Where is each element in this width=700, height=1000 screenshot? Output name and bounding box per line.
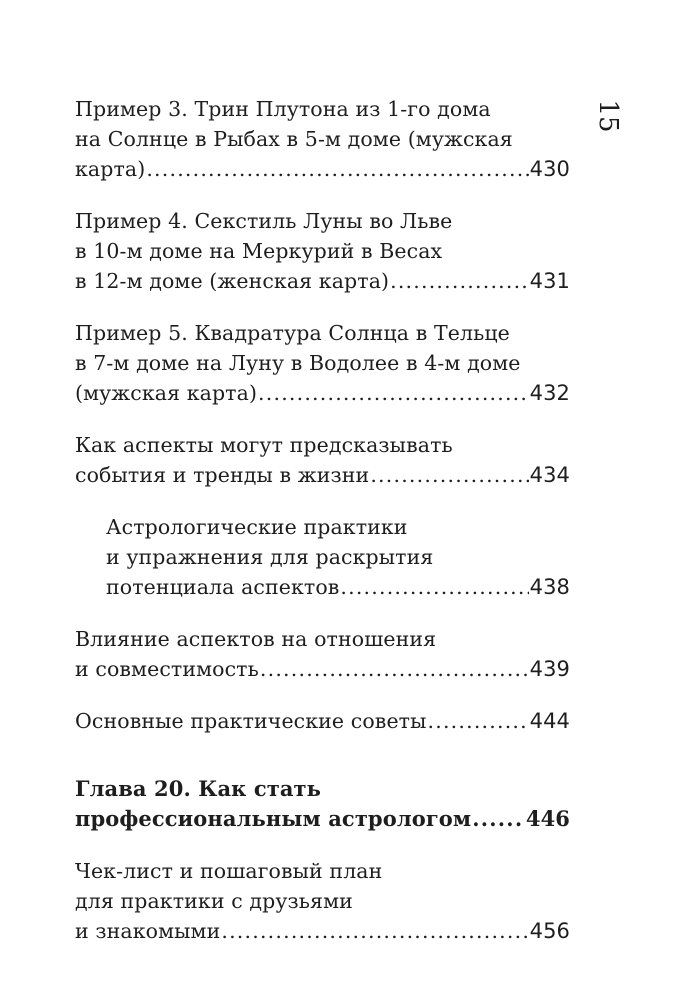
toc-entry-title-line: Пример 5. Квадратура Солнца в Тельце [75,321,510,345]
toc-entry-title-line: (мужская карта) [75,381,258,405]
toc-entry-title-line: события и тренды в жизни [75,463,370,487]
toc-page-number: 456 [529,919,570,943]
dot-leader [370,460,528,490]
dot-leader [472,804,525,834]
toc-page-number: 439 [529,657,570,681]
toc-page-number: 432 [529,381,570,405]
dot-leader [146,154,528,184]
toc-entry-title-line: Пример 3. Трин Плутона из 1-го дома [75,97,491,121]
toc-chapter-title-line: профессиональным астрологом [75,806,472,831]
toc-entry[interactable] [75,706,570,736]
dot-leader [340,572,528,602]
toc-subentry[interactable] [75,512,570,602]
toc-entry-title-line: и упражнения для раскрытия [106,545,434,569]
dot-leader [428,706,529,736]
table-of-contents [75,94,570,968]
dot-leader [221,916,528,946]
dot-leader [390,266,528,296]
page-number: 15 [593,99,623,133]
toc-entry-title-line: потенциала аспектов [106,575,340,599]
toc-entry-title-line: Влияние аспектов на отношения [75,627,437,651]
toc-page-number: 430 [529,157,570,181]
toc-entry[interactable] [75,856,570,946]
toc-page-number: 431 [529,269,570,293]
toc-entry[interactable] [75,624,570,684]
toc-page-number: 438 [529,575,570,599]
toc-chapter-entry[interactable] [75,774,570,834]
toc-page-number: 444 [529,709,570,733]
toc-entry-title-line: Чек-лист и пошаговый план [75,859,383,883]
toc-entry-title-line: в 7-м доме на Луну в Водолее в 4-м доме [75,351,521,375]
toc-entry-title-line: Основные практические советы [75,709,427,733]
toc-entry[interactable] [75,318,570,408]
dot-leader [260,654,529,684]
toc-page-number: 434 [529,463,570,487]
toc-entry-title-line: в 12-м доме (женская карта) [75,269,390,293]
toc-entry[interactable] [75,94,570,184]
toc-page-number: 446 [525,806,570,831]
toc-entry-title-line: на Солнце в Рыбах в 5-м доме (мужская [75,127,513,151]
toc-entry-title-line: Как аспекты могут предсказывать [75,433,453,457]
toc-entry[interactable] [75,206,570,296]
toc-entry-title-line: Пример 4. Секстиль Луны во Льве [75,209,453,233]
toc-entry-title-line: карта) [75,157,146,181]
toc-entry-title-line: для практики с друзьями [75,889,353,913]
toc-entry[interactable] [75,430,570,490]
toc-entry-title-line: и знакомыми [75,919,221,943]
toc-chapter-title-line: Глава 20. Как стать [75,776,322,801]
dot-leader [258,378,529,408]
toc-entry-title-line: в 10-м доме на Меркурий в Весах [75,239,443,263]
toc-entry-title-line: и совместимость [75,657,259,681]
toc-entry-title-line: Астрологические практики [106,515,408,539]
